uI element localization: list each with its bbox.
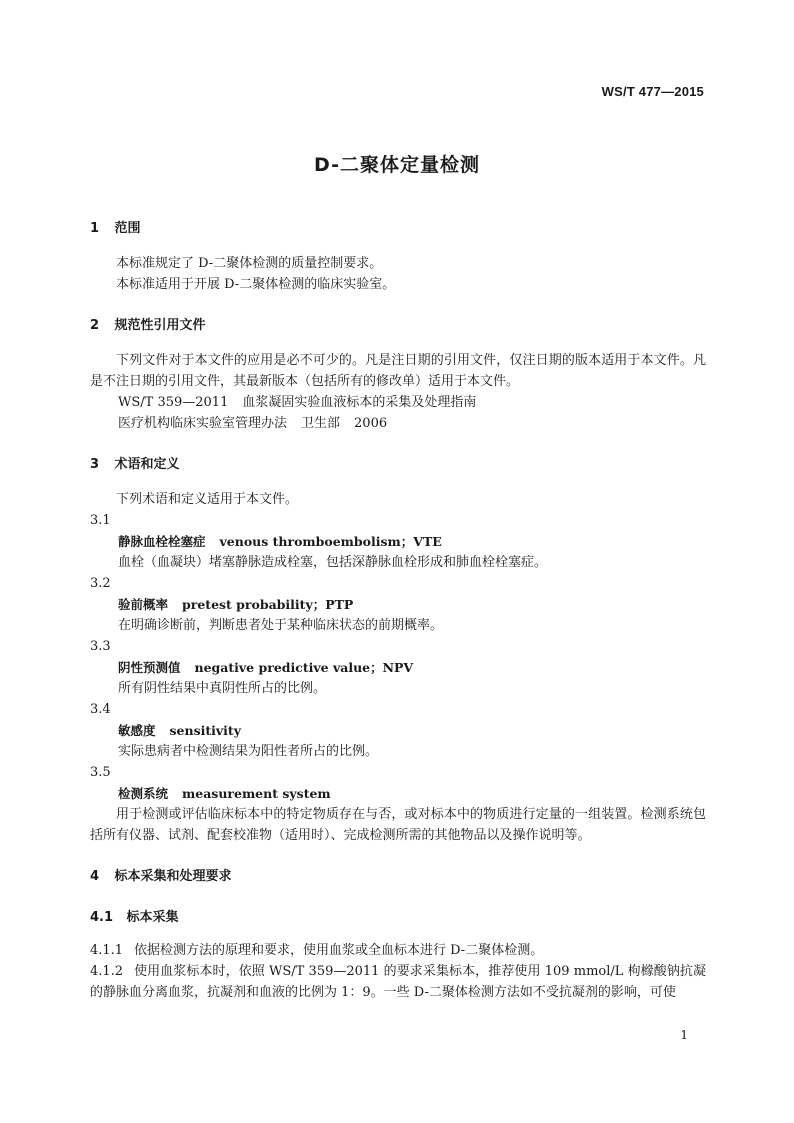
term-name <box>90 594 706 615</box>
clause <box>90 961 706 1003</box>
clause <box>90 940 706 961</box>
term-en: pretest probability；PTP <box>182 597 354 612</box>
term-cn: 敏感度 <box>118 723 156 738</box>
term-cn: 静脉血栓栓塞症 <box>118 534 206 549</box>
term-cn: 验前概率 <box>118 597 169 612</box>
page-number: 1 <box>680 1028 688 1042</box>
section-3-heading <box>90 454 706 475</box>
section-title: 术语和定义 <box>114 457 180 472</box>
standard-number: WS/T 477—2015 <box>601 84 704 99</box>
term-number: 3.5 <box>90 765 111 780</box>
term-number: 3.4 <box>90 702 111 717</box>
term-en: negative predictive value；NPV <box>194 660 414 675</box>
term-name <box>90 720 706 741</box>
subsection-4-1-heading <box>90 907 706 928</box>
term-name <box>90 657 706 678</box>
term-name <box>90 531 706 552</box>
term-cn: 阴性预测值 <box>118 660 181 675</box>
clause-text: 依据检测方法的原理和要求，使用血浆或全血标本进行 D-二聚体检测。 <box>134 943 544 958</box>
term-number: 3.3 <box>90 639 111 654</box>
section-2-heading <box>90 315 706 336</box>
reference-title: 血浆凝固实验血液标本的采集及处理指南 <box>242 395 477 410</box>
paragraph: 本标准规定了 D-二聚体检测的质量控制要求。 <box>116 256 383 271</box>
term-definition: 实际患病者中检测结果为阳性者所占的比例。 <box>118 744 379 759</box>
section-title: 范围 <box>114 221 141 236</box>
subsection-number: 4.1 <box>90 910 114 925</box>
clause-number: 4.1.2 <box>90 964 124 979</box>
document-title: D-二聚体定量检测 <box>313 154 480 176</box>
term-number: 3.2 <box>90 576 111 591</box>
term-en: sensitivity <box>169 723 241 738</box>
term-number: 3.1 <box>90 513 111 528</box>
document-body <box>90 218 706 1003</box>
reference-year: 2006 <box>354 416 388 431</box>
term-definition: 所有阴性结果中真阴性所占的比例。 <box>118 681 327 696</box>
section-number: 1 <box>90 221 100 236</box>
term-en: venous thromboembolism；VTE <box>219 534 442 549</box>
reference-item <box>90 392 706 413</box>
term-en: measurement system <box>182 786 331 801</box>
paragraph: 下列术语和定义适用于本文件。 <box>116 492 299 507</box>
reference-code: WS/T 359—2011 <box>118 395 229 410</box>
section-number: 4 <box>90 869 100 884</box>
section-number: 3 <box>90 457 100 472</box>
section-1-heading <box>90 218 706 239</box>
term-definition: 用于检测或评估临床标本中的特定物质存在与否，或对标本中的物质进行定量的一组装置。检测系统包括所有仪器、试剂、配套校准物（适用时）、完成检测所需的其他物品以及操作说明等。 <box>90 807 706 843</box>
section-4-heading <box>90 866 706 887</box>
paragraph: 下列文件对于本文件的应用是必不可少的。凡是注日期的引用文件，仅注日期的版本适用于本文件。凡是不注日期的引用文件，其最新版本（包括所有的修改单）适用于本文件。 <box>90 353 706 389</box>
reference-item <box>90 413 706 434</box>
reference-code: 医疗机构临床实验室管理办法 <box>118 416 288 431</box>
term-name <box>90 783 706 804</box>
section-number: 2 <box>90 318 100 333</box>
term-definition: 在明确诊断前，判断患者处于某种临床状态的前期概率。 <box>118 618 444 633</box>
subsection-title: 标本采集 <box>126 910 179 925</box>
term-cn: 检测系统 <box>118 786 169 801</box>
term-definition: 血栓（血凝块）堵塞静脉造成栓塞，包括深静脉血栓形成和肺血栓栓塞症。 <box>118 555 548 570</box>
paragraph: 本标准适用于开展 D-二聚体检测的临床实验室。 <box>116 277 396 292</box>
section-title: 规范性引用文件 <box>114 318 206 333</box>
section-title: 标本采集和处理要求 <box>114 869 232 884</box>
clause-text: 使用血浆标本时，依照 WS/T 359—2011 的要求采集标本，推荐使用 109 mmol/L 枸橼酸钠抗凝的静脉血分离血浆，抗凝剂和血液的比例为 1：9。一些 D-二聚体检测方法如不受抗凝剂的影响，可使 <box>90 964 706 1000</box>
clause-number: 4.1.1 <box>90 943 124 958</box>
reference-title: 卫生部 <box>301 416 341 431</box>
